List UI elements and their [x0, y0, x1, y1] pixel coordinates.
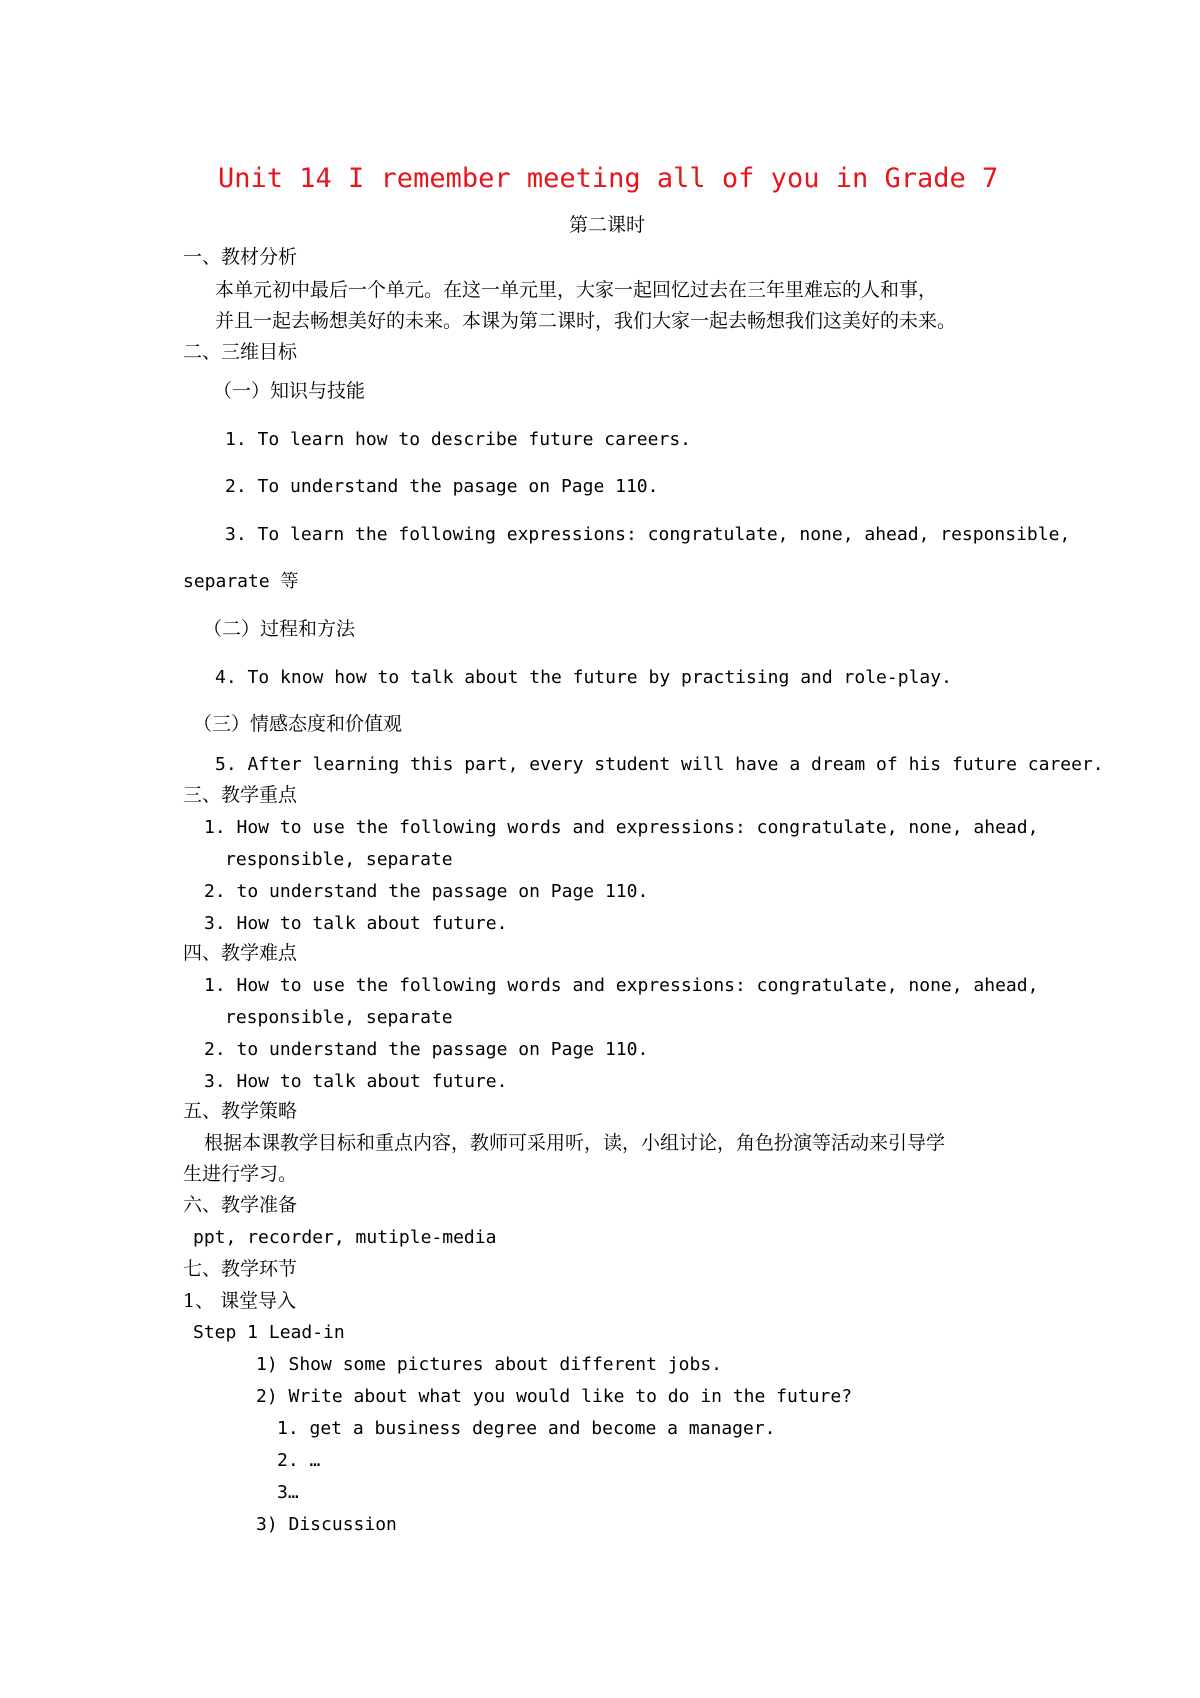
list-item: 4. To know how to talk about the future by practising and role-play.: [215, 667, 952, 688]
lesson-subtitle: 第二课时: [569, 214, 646, 236]
list-item-continuation: responsible, separate: [225, 849, 453, 870]
section-heading-objectives: 二、三维目标: [183, 341, 298, 363]
step-heading: Step 1 Lead-in: [193, 1322, 345, 1343]
list-item: 2. …: [277, 1450, 321, 1471]
section-heading-analysis: 一、教材分析: [183, 246, 298, 268]
section-heading-procedure: 七、教学环节: [183, 1258, 298, 1280]
paragraph-line: 本单元初中最后一个单元。在这一单元里，大家一起回忆过去在三年里难忘的人和事，: [215, 279, 938, 301]
list-item: 1. To learn how to describe future careers.: [225, 429, 691, 450]
list-item: 5. After learning this part, every student will have a dream of his future career.: [215, 754, 1104, 775]
list-item-continuation: responsible, separate: [225, 1007, 453, 1028]
section-heading-strategy: 五、教学策略: [183, 1100, 298, 1122]
list-item: 2. to understand the passage on Page 110.: [204, 881, 649, 902]
section-heading-preparation: 六、教学准备: [183, 1194, 298, 1216]
list-item: 2. to understand the passage on Page 110.: [204, 1039, 649, 1060]
subsection-heading: （一）知识与技能: [213, 380, 366, 402]
list-item: 3. To learn the following expressions: congratulate, none, ahead, responsible,: [225, 524, 1071, 545]
paragraph-line: 根据本课教学目标和重点内容，教师可采用听，读，小组讨论，角色扮演等活动来引导学: [204, 1132, 946, 1154]
list-item: 1. How to use the following words and expressions: congratulate, none, ahead,: [204, 817, 1039, 838]
list-item: 2. To understand the pasage on Page 110.: [225, 476, 659, 497]
list-item: 1. get a business degree and become a manager.: [277, 1418, 776, 1439]
subsection-heading: （三）情感态度和价值观: [193, 713, 403, 735]
subsection-heading: （二）过程和方法: [203, 618, 356, 640]
list-item-continuation: separate 等: [183, 571, 299, 592]
list-item: 3…: [277, 1482, 299, 1503]
list-item: 3. How to talk about future.: [204, 1071, 508, 1092]
paragraph-line: 并且一起去畅想美好的未来。本课为第二课时，我们大家一起去畅想我们这美好的未来。: [215, 310, 957, 332]
list-item: 2) Write about what you would like to do in the future?: [256, 1386, 853, 1407]
list-item: 1) Show some pictures about different jobs.: [256, 1354, 722, 1375]
section-heading-key-points: 三、教学重点: [183, 784, 298, 806]
paragraph-line: 生进行学习。: [183, 1163, 298, 1185]
document-title: Unit 14 I remember meeting all of you in Grade 7: [218, 163, 999, 194]
list-item: 1. How to use the following words and expressions: congratulate, none, ahead,: [204, 975, 1039, 996]
section-heading-difficulties: 四、教学难点: [183, 942, 298, 964]
list-item: 3) Discussion: [256, 1514, 397, 1535]
subsection-heading: 1、 课堂导入: [183, 1290, 297, 1312]
paragraph-line: ppt, recorder, mutiple-media: [193, 1227, 497, 1248]
list-item: 3. How to talk about future.: [204, 913, 508, 934]
